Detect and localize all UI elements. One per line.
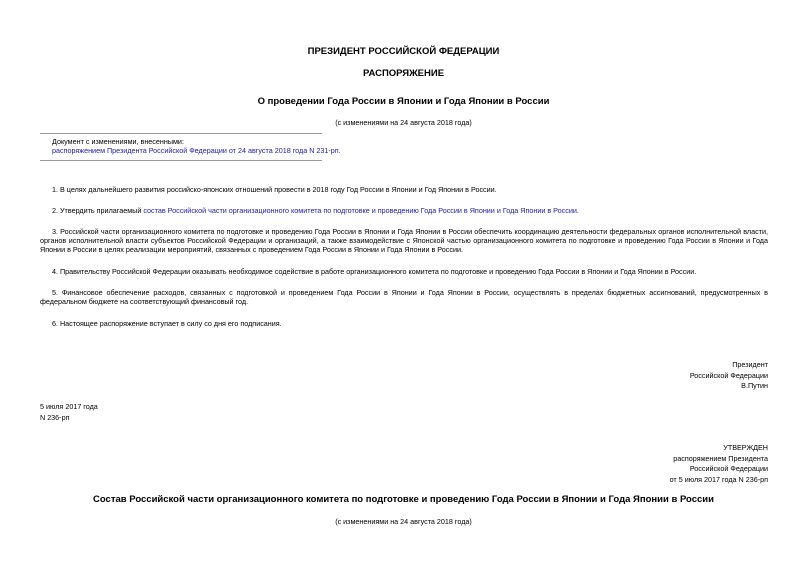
approval-stamp <box>670 443 768 485</box>
document-date: 5 июля 2017 года <box>40 402 98 411</box>
approval-heading: УТВЕРЖДЕН <box>723 443 768 452</box>
amendment-info <box>52 137 341 155</box>
paragraph-4 <box>40 267 768 276</box>
paragraph-5 <box>40 288 768 306</box>
annex-title: Состав Российской части организационного комитета по подготовке и проведению Года России в Японии и Года Японии в России <box>93 494 714 505</box>
paragraph-1-text: 1. В целях дальнейшего развития российско-японских отношений провести в 2018 году Год России в Японии и Год Японии в России. <box>52 185 497 194</box>
signature-block <box>690 360 768 392</box>
committee-composition-link[interactable]: состав Российской части организационного комитета по подготовке и проведению Года России в Японии и Года Японии в России <box>143 206 577 215</box>
paragraph-2-end: . <box>576 206 579 215</box>
paragraph-6-text: 6. Настоящее распоряжение вступает в силу со дня его подписания. <box>52 319 282 328</box>
document-subject: О проведении Года России в Японии и Года Японии в России <box>257 96 550 107</box>
paragraph-4-text: 4. Правительству Российской Федерации оказывать необходимое содействие в работе организационного комитета по подготовке и проведению Года России в Японии и Года Японии в России. <box>52 267 697 276</box>
signatory-title: Президент <box>732 360 768 369</box>
paragraph-1 <box>40 185 768 194</box>
paragraph-3-text: 3. Российской части организационного комитета по подготовке и проведению Года России в Японии и Года Японии в России обеспечить координацию деятельности федеральных органов исполнительной власти, органов исполнительной власти субъектов Российской Федерации и организаций, а также взаимодействие с Японской частью организационного комитета по подготовке и проведению Года России в Японии и Года Японии в России в целях реализации мероприятий, связанных с проведением Года России в Японии и Года Японии в России. <box>40 227 768 254</box>
amending-decree-link[interactable]: распоряжением Президента Российской Федерации от 24 августа 2018 года N 231-рп. <box>52 146 341 155</box>
approval-line-4: от 5 июля 2017 года N 236-рп <box>669 474 768 484</box>
date-number-block <box>40 402 98 423</box>
note-rule-top <box>40 133 322 134</box>
note-rule-bottom <box>40 160 322 161</box>
paragraph-6 <box>40 319 768 328</box>
paragraph-2-text: 2. Утвердить прилагаемый <box>52 206 144 215</box>
document-type: РАСПОРЯЖЕНИЕ <box>362 68 445 79</box>
document-number: N 236-рп <box>40 412 70 422</box>
paragraph-5-text: 5. Финансовое обеспечение расходов, связанных с подготовкой и проведением Года России в Японии и Года Японии в России, осуществлять в пределах бюджетных ассигнований, предусмотренных в федеральном бюджете на соответствующий финансовый год. <box>40 288 768 306</box>
issuer-title: ПРЕЗИДЕНТ РОССИЙСКОЙ ФЕДЕРАЦИИ <box>307 46 500 57</box>
signatory-name: В.Путин <box>741 381 768 390</box>
amendment-info-label: Документ с изменениями, внесенными: <box>52 137 184 146</box>
approval-line-3: Российской Федерации <box>689 464 768 473</box>
amendment-note: (с изменениями на 24 августа 2018 года) <box>335 118 472 127</box>
paragraph-3 <box>40 227 768 254</box>
approval-line-2: распоряжением Президента <box>673 453 768 463</box>
signatory-country: Российской Федерации <box>689 370 768 380</box>
annex-amendment-note: (с изменениями на 24 августа 2018 года) <box>335 517 472 526</box>
paragraph-2 <box>40 206 768 215</box>
